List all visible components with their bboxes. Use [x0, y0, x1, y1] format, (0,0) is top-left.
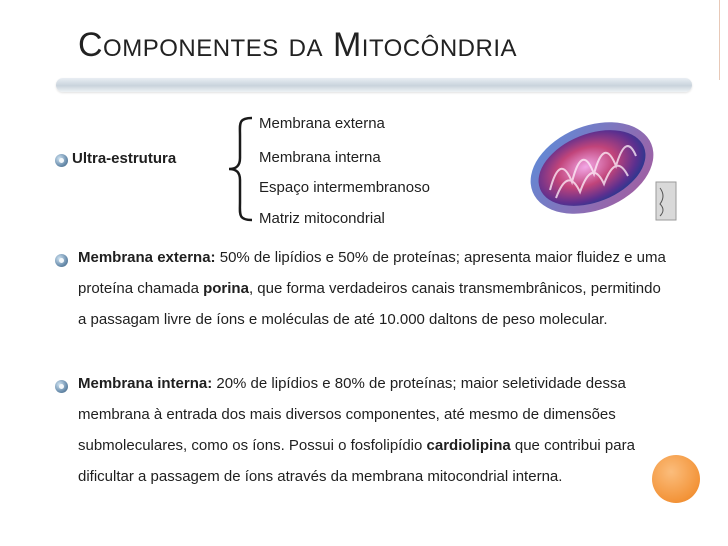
inner-membrane-term: Membrana interna: — [78, 375, 213, 392]
outer-membrane-term: Membrana externa: — [78, 249, 216, 266]
paragraph-text: que contribui para dificultar a passagem de íons através da membrana mitocondrial interna. — [78, 437, 635, 485]
component-item: Matriz mitocondrial — [259, 210, 385, 227]
paragraph-text: , que forma verdadeiros canais transmembrânicos, permitindo a passagam livre de íons e moléculas de até 10.000 daltons de peso molecular. — [78, 280, 661, 328]
curly-brace-icon — [226, 114, 256, 224]
bullet-icon — [55, 380, 68, 393]
mitochondrion-illustration-icon — [520, 112, 680, 224]
paragraph-text: 50% de lipídios e 50% de proteínas; apresenta maior fluidez e uma proteína chamada — [78, 249, 666, 297]
component-item: Membrana interna — [259, 149, 381, 166]
inner-membrane-paragraph — [78, 368, 668, 492]
slide-title: Componentes da Mitocôndria — [78, 26, 518, 64]
component-item: Espaço intermembranoso — [259, 179, 430, 196]
title-underline-bar — [56, 78, 692, 92]
component-item: Membrana externa — [259, 115, 385, 132]
cardiolipina-term: cardiolipina — [426, 437, 511, 454]
porina-term: porina — [203, 280, 249, 297]
ultra-structure-label: Ultra-estrutura — [72, 150, 177, 167]
decorative-orange-circle — [652, 455, 700, 503]
decorative-corner-line — [719, 0, 720, 80]
paragraph-text: 20% de lipídios e 80% de proteínas; maior seletividade dessa membrana à entrada dos mais diversos componentes, até mesmo de dimensões submoleculares, como os íons. Possui o fosfolipídio — [78, 375, 626, 454]
bullet-icon — [55, 154, 68, 167]
bullet-icon — [55, 254, 68, 267]
outer-membrane-paragraph — [78, 242, 668, 335]
